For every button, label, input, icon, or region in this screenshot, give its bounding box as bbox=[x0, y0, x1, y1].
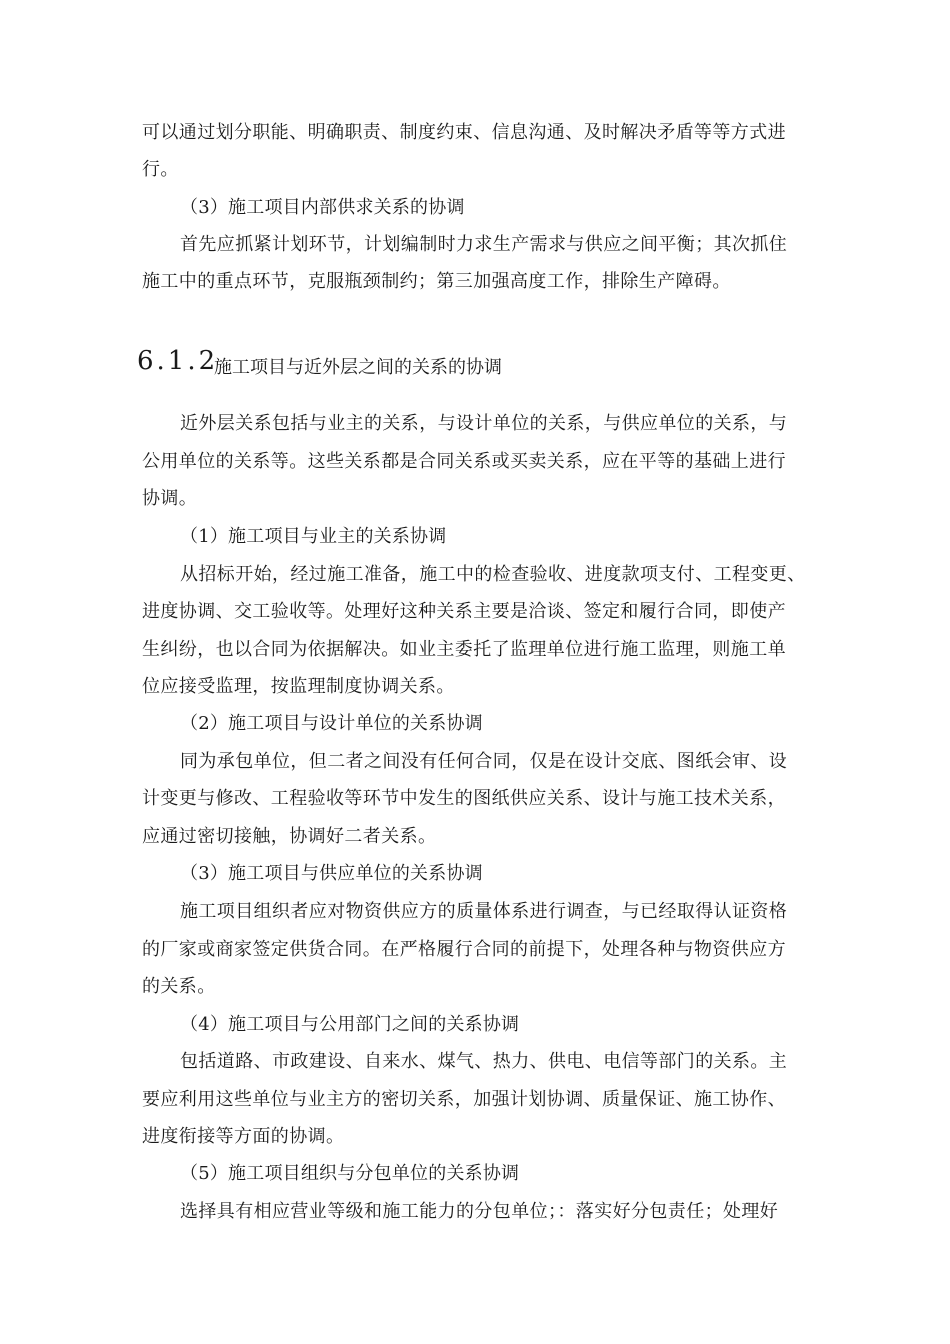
paragraph-line: 近外层关系包括与业主的关系，与设计单位的关系，与供应单位的关系，与 bbox=[180, 413, 788, 434]
subheading: （4）施工项目与公用部门之间的关系协调 bbox=[180, 1014, 520, 1035]
paragraph-line: 施工项目组织者应对物资供应方的质量体系进行调查，与已经取得认证资格 bbox=[180, 901, 788, 922]
paragraph-line: 公用单位的关系等。这些关系都是合同关系或买卖关系，应在平等的基础上进行 bbox=[142, 451, 786, 472]
subheading: （5）施工项目组织与分包单位的关系协调 bbox=[180, 1163, 520, 1184]
paragraph-line: 同为承包单位，但二者之间没有任何合同，仅是在设计交底、图纸会审、设 bbox=[180, 751, 788, 772]
paragraph-line: 计变更与修改、工程验收等环节中发生的图纸供应关系、设计与施工技术关系， bbox=[142, 788, 786, 809]
subheading: （1）施工项目与业主的关系协调 bbox=[180, 526, 447, 547]
paragraph-line: 行。 bbox=[142, 159, 179, 180]
paragraph-line: 生纠纷，也以合同为依据解决。如业主委托了监理单位进行施工监理，则施工单 bbox=[142, 639, 786, 660]
paragraph-line: 从招标开始，经过施工准备，施工中的检查验收、进度款项支付、工程变更、 bbox=[180, 564, 806, 585]
paragraph-line: 的关系。 bbox=[142, 976, 216, 997]
paragraph-line: 要应利用这些单位与业主方的密切关系，加强计划协调、质量保证、施工协作、 bbox=[142, 1089, 786, 1110]
section-number: 6.1.2 bbox=[137, 346, 219, 376]
paragraph-line: 进度协调、交工验收等。处理好这种关系主要是洽谈、签定和履行合同，即使产 bbox=[142, 601, 786, 622]
paragraph-line: 可以通过划分职能、明确职责、制度约束、信息沟通、及时解决矛盾等等方式进 bbox=[142, 122, 786, 143]
paragraph-line: 位应接受监理，按监理制度协调关系。 bbox=[142, 676, 455, 697]
paragraph-line: 施工中的重点环节，克服瓶颈制约；第三加强高度工作，排除生产障碍。 bbox=[142, 271, 731, 292]
paragraph-line: 应通过密切接触，协调好二者关系。 bbox=[142, 826, 437, 847]
subheading: （3）施工项目与供应单位的关系协调 bbox=[180, 863, 483, 884]
paragraph-line: 包括道路、市政建设、自来水、煤气、热力、供电、电信等部门的关系。主 bbox=[180, 1051, 788, 1072]
section-title: 施工项目与近外层之间的关系的协调 bbox=[214, 357, 502, 378]
subheading: （2）施工项目与设计单位的关系协调 bbox=[180, 713, 483, 734]
paragraph-line: 进度衔接等方面的协调。 bbox=[142, 1126, 345, 1147]
paragraph-line: 的厂家或商家签定供货合同。在严格履行合同的前提下，处理各种与物资供应方 bbox=[142, 939, 786, 960]
subheading: （3）施工项目内部供求关系的协调 bbox=[180, 197, 465, 218]
paragraph-line: 首先应抓紧计划环节，计划编制时力求生产需求与供应之间平衡；其次抓住 bbox=[180, 234, 788, 255]
paragraph-line: 协调。 bbox=[142, 488, 198, 509]
paragraph-line: 选择具有相应营业等级和施工能力的分包单位；：落实好分包责任；处理好 bbox=[180, 1201, 779, 1222]
